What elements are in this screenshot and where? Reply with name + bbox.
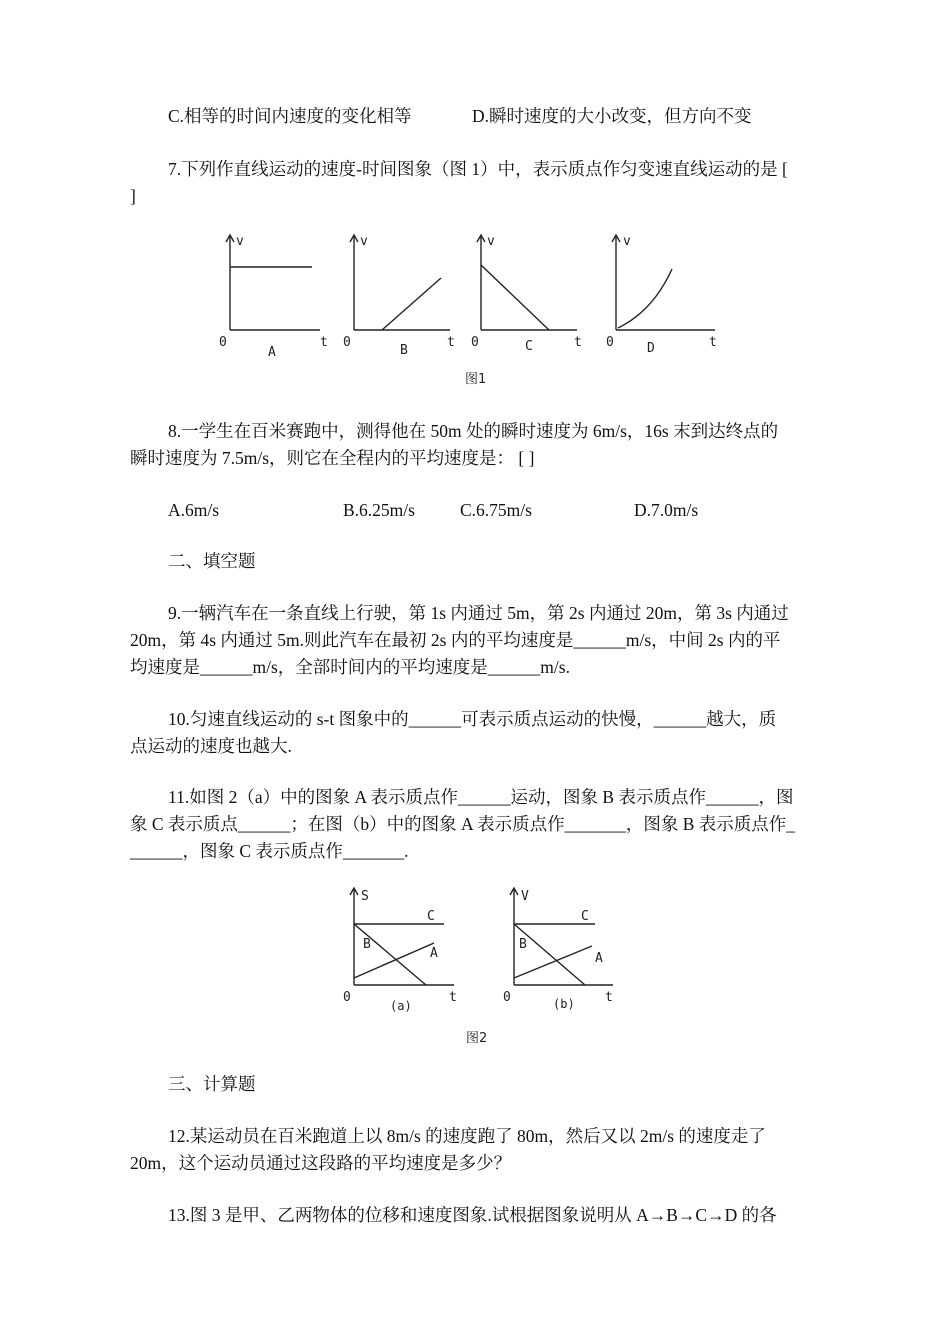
- fig2a-label-c: C: [427, 909, 435, 924]
- graph-c-origin: 0: [471, 335, 479, 350]
- fig2a-label-b: B: [363, 937, 371, 952]
- graph-a-origin: 0: [219, 335, 227, 350]
- graph-d-letter: D: [647, 341, 655, 356]
- fig2b-v-label: V: [521, 889, 529, 904]
- graph-a-v-label: v: [236, 234, 244, 249]
- q9-stem-line2: 20m，第 4s 内通过 5m.则此汽车在最初 2s 内的平均速度是______m/s，中间 2s 内的平: [130, 630, 781, 650]
- fig2a-origin: 0: [343, 990, 351, 1005]
- graph-c-letter: C: [525, 339, 533, 354]
- q11-stem-line1: 11.如图 2（a）中的图象 A 表示质点作______运动，图象 B 表示质点作______，图: [168, 787, 794, 807]
- fig2a-line-b: [354, 924, 426, 985]
- graph-b-v-label: v: [360, 234, 368, 249]
- fig2b-sub-label: (b): [553, 997, 575, 1011]
- q9-stem-line1: 9.一辆汽车在一条直线上行驶，第 1s 内通过 5m，第 2s 内通过 20m，第 3s 内通过: [168, 603, 789, 623]
- figure-2-caption: 图2: [466, 1031, 488, 1046]
- graph-c-v-label: v: [487, 234, 495, 249]
- q6-option-d: D.瞬时速度的大小改变，但方向不变: [472, 106, 752, 126]
- q8-stem-line2: 瞬时速度为 7.5m/s，则它在全程内的平均速度是： [ ]: [130, 448, 535, 468]
- q6-option-c: C.相等的时间内速度的变化相等: [168, 106, 412, 126]
- graph-d-origin: 0: [606, 335, 614, 350]
- fig2b-line-b: [514, 924, 585, 985]
- graph-d-t-label: t: [709, 335, 717, 350]
- graph-a-t-label: t: [320, 335, 328, 350]
- q8-stem-line1: 8.一学生在百米赛跑中，测得他在 50m 处的瞬时速度为 6m/s，16s 末到达终点的: [168, 421, 779, 441]
- q9-stem-line3: 均速度是______m/s，全部时间内的平均速度是______m/s.: [130, 657, 570, 677]
- figure-1: [205, 225, 745, 395]
- fig2b-label-c: C: [581, 909, 589, 924]
- graph-b-line: [382, 278, 441, 330]
- q12-stem-line2: 20m，这个运动员通过这段路的平均速度是多少？: [130, 1153, 512, 1173]
- fig2a-label-a: A: [430, 946, 438, 961]
- fig2a-s-label: S: [361, 889, 369, 904]
- graph-b-t-label: t: [447, 335, 455, 350]
- fig2b-t-label: t: [605, 990, 613, 1005]
- q7-stem-line1: 7.下列作直线运动的速度-时间图象（图 1）中，表示质点作匀变速直线运动的是 [: [168, 159, 788, 179]
- q8-option-b: B.6.25m/s: [343, 500, 415, 520]
- q11-stem-line3: ______，图象 C 表示质点作_______.: [130, 841, 409, 861]
- section-heading-fill-in: 二、填空题: [168, 551, 256, 571]
- q13-stem-line1: 13.图 3 是甲、乙两物体的位移和速度图象.试根据图象说明从 A→B→C→D 的各: [168, 1205, 777, 1225]
- graph-d-v-label: v: [623, 234, 631, 249]
- figure-1-caption: 图1: [465, 372, 487, 387]
- q12-stem-line1: 12.某运动员在百米跑道上以 8m/s 的速度跑了 80m，然后又以 2m/s 的速度走了: [168, 1126, 766, 1146]
- q11-stem-line2: 象 C 表示质点______；在图（b）中的图象 A 表示质点作_______，图象 B 表示质点作_: [130, 814, 796, 834]
- figure-2: [338, 880, 628, 1050]
- graph-b-origin: 0: [343, 335, 351, 350]
- section-heading-calculation: 三、计算题: [168, 1074, 256, 1094]
- graph-c-t-label: t: [574, 335, 582, 350]
- fig2a-sub-label: (a): [390, 999, 412, 1013]
- fig2b-label-a: A: [595, 951, 603, 966]
- fig2b-label-b: B: [519, 937, 527, 952]
- graph-b-letter: B: [400, 343, 408, 358]
- fig2b-origin: 0: [503, 990, 511, 1005]
- q8-option-d: D.7.0m/s: [634, 500, 699, 520]
- q8-option-a: A.6m/s: [168, 500, 220, 520]
- fig2a-t-label: t: [449, 990, 457, 1005]
- q10-stem-line1: 10.匀速直线运动的 s-t 图象中的______可表示质点运动的快慢，______越大，质: [168, 709, 777, 729]
- graph-d-curve: [618, 269, 672, 328]
- q7-stem-line2: ]: [130, 186, 136, 206]
- q10-stem-line2: 点运动的速度也越大.: [130, 736, 292, 756]
- graph-a-letter: A: [268, 345, 276, 360]
- q8-option-c: C.6.75m/s: [460, 500, 532, 520]
- graph-c-line: [481, 265, 549, 330]
